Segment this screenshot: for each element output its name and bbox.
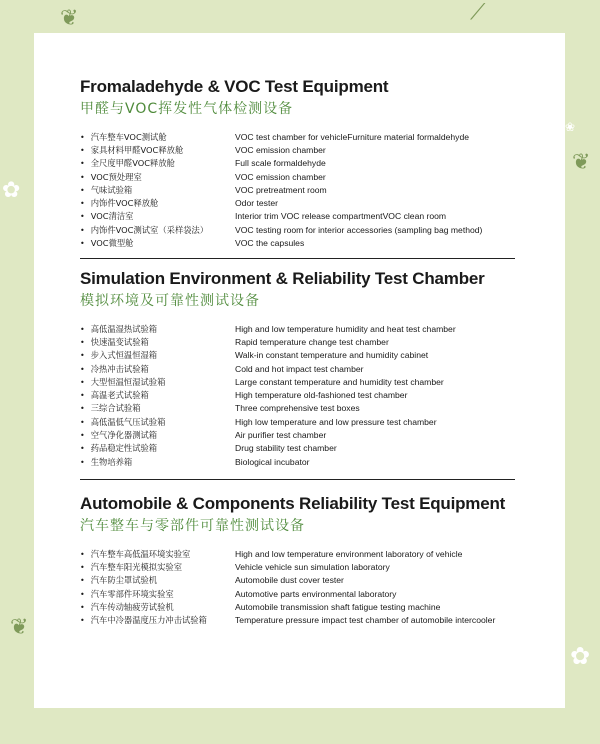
section-automobile: [80, 494, 520, 627]
flower-icon: ✿: [570, 642, 591, 670]
list-item: • 家具材料甲醛VOC释放舱 VOC emission chamber: [80, 143, 520, 156]
list-item: • 气味试验箱 VOC pretreatment room: [80, 183, 520, 196]
section-simulation: [80, 269, 520, 468]
section-title-en: Simulation Environment & Reliability Test Chamber: [80, 269, 485, 288]
list-item: • 汽车传动轴疲劳试验机 Automobile transmission shaft fatigue testing machine: [80, 600, 520, 613]
document-card: [34, 33, 565, 708]
list-item: • 汽车整车阳光模拟实验室 Vehicle vehicle sun simulation laboratory: [80, 560, 520, 573]
list-item: • 冷热冲击试验箱 Cold and hot impact test chamber: [80, 362, 520, 375]
list-item: • 快速温变试验箱 Rapid temperature change test chamber: [80, 335, 520, 348]
list-item: • 汽车防尘罩试验机 Automobile dust cover tester: [80, 574, 520, 587]
list-item: • 汽车零部件环境实验室 Automotive parts environmental laboratory: [80, 587, 520, 600]
section-voc: [80, 77, 520, 250]
leaf-sprig-icon: ❦: [572, 150, 591, 175]
list-item: • 药品稳定性试验箱 Drug stability test chamber: [80, 442, 520, 455]
list-item: • 高低温湿热试验箱 High and low temperature humidity and heat test chamber: [80, 322, 520, 335]
section-divider: [80, 479, 515, 480]
leaf-sprig-icon: ❦: [60, 6, 79, 31]
list-item: • VOC清洁室 Interior trim VOC release compartmentVOC clean room: [80, 210, 520, 223]
list-item: • 内饰件VOC释放舱 Odor tester: [80, 196, 520, 209]
list-item: • 全尺度甲醛VOC释放舱 Full scale formaldehyde: [80, 157, 520, 170]
list-item: • 高温老式试验箱 High temperature old-fashioned test chamber: [80, 388, 520, 401]
leaf-sprig-icon: ❦: [10, 615, 29, 640]
section-title-cn: 模拟环境及可靠性测试设备: [80, 293, 260, 309]
list-item: • 汽车中冷器温度压力冲击试验箱 Temperature pressure impact test chamber of automobile intercooler: [80, 613, 520, 626]
list-item: • 汽车整车VOC测试舱 VOC test chamber for vehicleFurniture material formaldehyde: [80, 130, 520, 143]
flower-icon: ✿: [2, 178, 21, 203]
section-title-en: Automobile & Components Reliability Test Equipment: [80, 494, 506, 513]
flower-icon: ❀: [565, 120, 576, 134]
leaf-sprig-icon: ⟋: [470, 0, 486, 25]
list-item: • 大型恒温恒湿试验箱 Large constant temperature and humidity test chamber: [80, 375, 520, 388]
list-item: • 三综合试验箱 Three comprehensive test boxes: [80, 402, 520, 415]
list-item: • 汽车整车高低温环境实验室 High and low temperature environment laboratory of vehicle: [80, 547, 520, 560]
section-title-en: Fromaladehyde & VOC Test Equipment: [80, 77, 389, 96]
section-title-cn: 汽车整车与零部件可靠性测试设备: [80, 518, 305, 534]
list-item: • 内饰件VOC测试室（采样袋法） VOC testing room for interior accessories (sampling bag method): [80, 223, 520, 236]
list-item: • 生物培养箱 Biological incubator: [80, 455, 520, 468]
list-item: • 步入式恒温恒湿箱 Walk-in constant temperature and humidity cabinet: [80, 349, 520, 362]
list-item: • VOC预处理室 VOC emission chamber: [80, 170, 520, 183]
list-item: • 空气净化器测试箱 Air purifier test chamber: [80, 428, 520, 441]
section-divider: [80, 258, 515, 259]
list-item: • 高低温低气压试验箱 High low temperature and low pressure test chamber: [80, 415, 520, 428]
section-title-cn: 甲醛与VOC挥发性气体检测设备: [80, 101, 294, 117]
list-item: • VOC微型舱 VOC the capsules: [80, 236, 520, 249]
